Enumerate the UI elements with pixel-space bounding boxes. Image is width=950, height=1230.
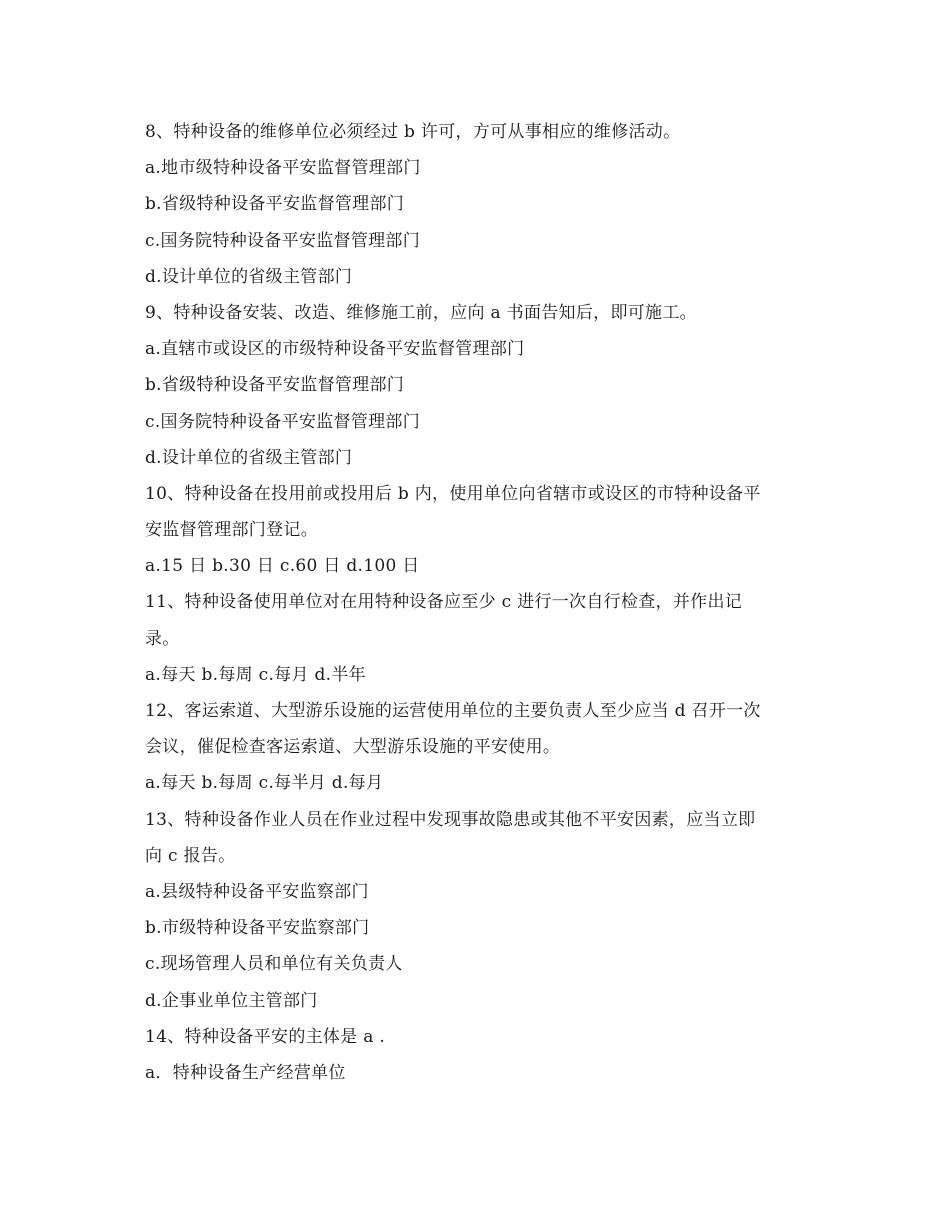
- question-13-option-b: b.市级特种设备平安监察部门: [145, 918, 370, 939]
- question-14-stem: 14、特种设备平安的主体是 a .: [145, 1026, 386, 1047]
- question-9-option-d: d.设计单位的省级主管部门: [145, 447, 353, 468]
- question-8-option-a: a.地市级特种设备平安监督管理部门: [145, 158, 421, 179]
- question-9-option-a: a.直辖市或设区的市级特种设备平安监督管理部门: [145, 339, 525, 360]
- question-12-options: a.每天 b.每周 c.每半月 d.每月: [145, 773, 384, 794]
- question-8-option-b: b.省级特种设备平安监督管理部门: [145, 194, 405, 215]
- question-8-option-d: d.设计单位的省级主管部门: [145, 266, 353, 287]
- question-13-stem-line-1: 13、特种设备作业人员在作业过程中发现事故隐患或其他不平安因素，应当立即: [145, 809, 756, 830]
- question-9-option-b: b.省级特种设备平安监督管理部门: [145, 375, 405, 396]
- question-13-option-c: c.现场管理人员和单位有关负责人: [145, 954, 403, 975]
- question-11-stem-line-2: 录。: [145, 628, 180, 649]
- question-10-stem-line-1: 10、特种设备在投用前或投用后 b 内，使用单位向省辖市或设区的市特种设备平: [145, 483, 761, 504]
- question-13-stem-line-2: 向 c 报告。: [145, 845, 236, 866]
- question-12-stem-line-1: 12、客运索道、大型游乐设施的运营使用单位的主要负责人至少应当 d 召开一次: [145, 701, 761, 721]
- question-10-stem-line-2: 安监督管理部门登记。: [145, 520, 318, 541]
- question-14-option-a: a．特种设备生产经营单位: [145, 1062, 346, 1083]
- question-9-option-c: c.国务院特种设备平安监督管理部门: [145, 411, 421, 432]
- question-8-option-c: c.国务院特种设备平安监督管理部门: [145, 230, 421, 251]
- question-12-stem-line-2: 会议，催促检查客运索道、大型游乐设施的平安使用。: [145, 737, 561, 758]
- question-11-options: a.每天 b.每周 c.每月 d.半年: [145, 664, 366, 685]
- question-9-stem: 9、特种设备安装、改造、维修施工前，应向 a 书面告知后，即可施工。: [145, 302, 697, 323]
- document-body: [145, 114, 810, 1091]
- question-10-options: a.15 日 b.30 日 c.60 日 d.100 日: [145, 556, 420, 577]
- question-13-option-a: a.县级特种设备平安监察部门: [145, 881, 369, 902]
- question-11-stem-line-1: 11、特种设备使用单位对在用特种设备应至少 c 进行一次自行检查，并作出记: [145, 592, 743, 613]
- question-13-option-d: d.企事业单位主管部门: [145, 990, 318, 1011]
- question-8-stem: 8、特种设备的维修单位必须经过 b 许可，方可从事相应的维修活动。: [145, 122, 681, 142]
